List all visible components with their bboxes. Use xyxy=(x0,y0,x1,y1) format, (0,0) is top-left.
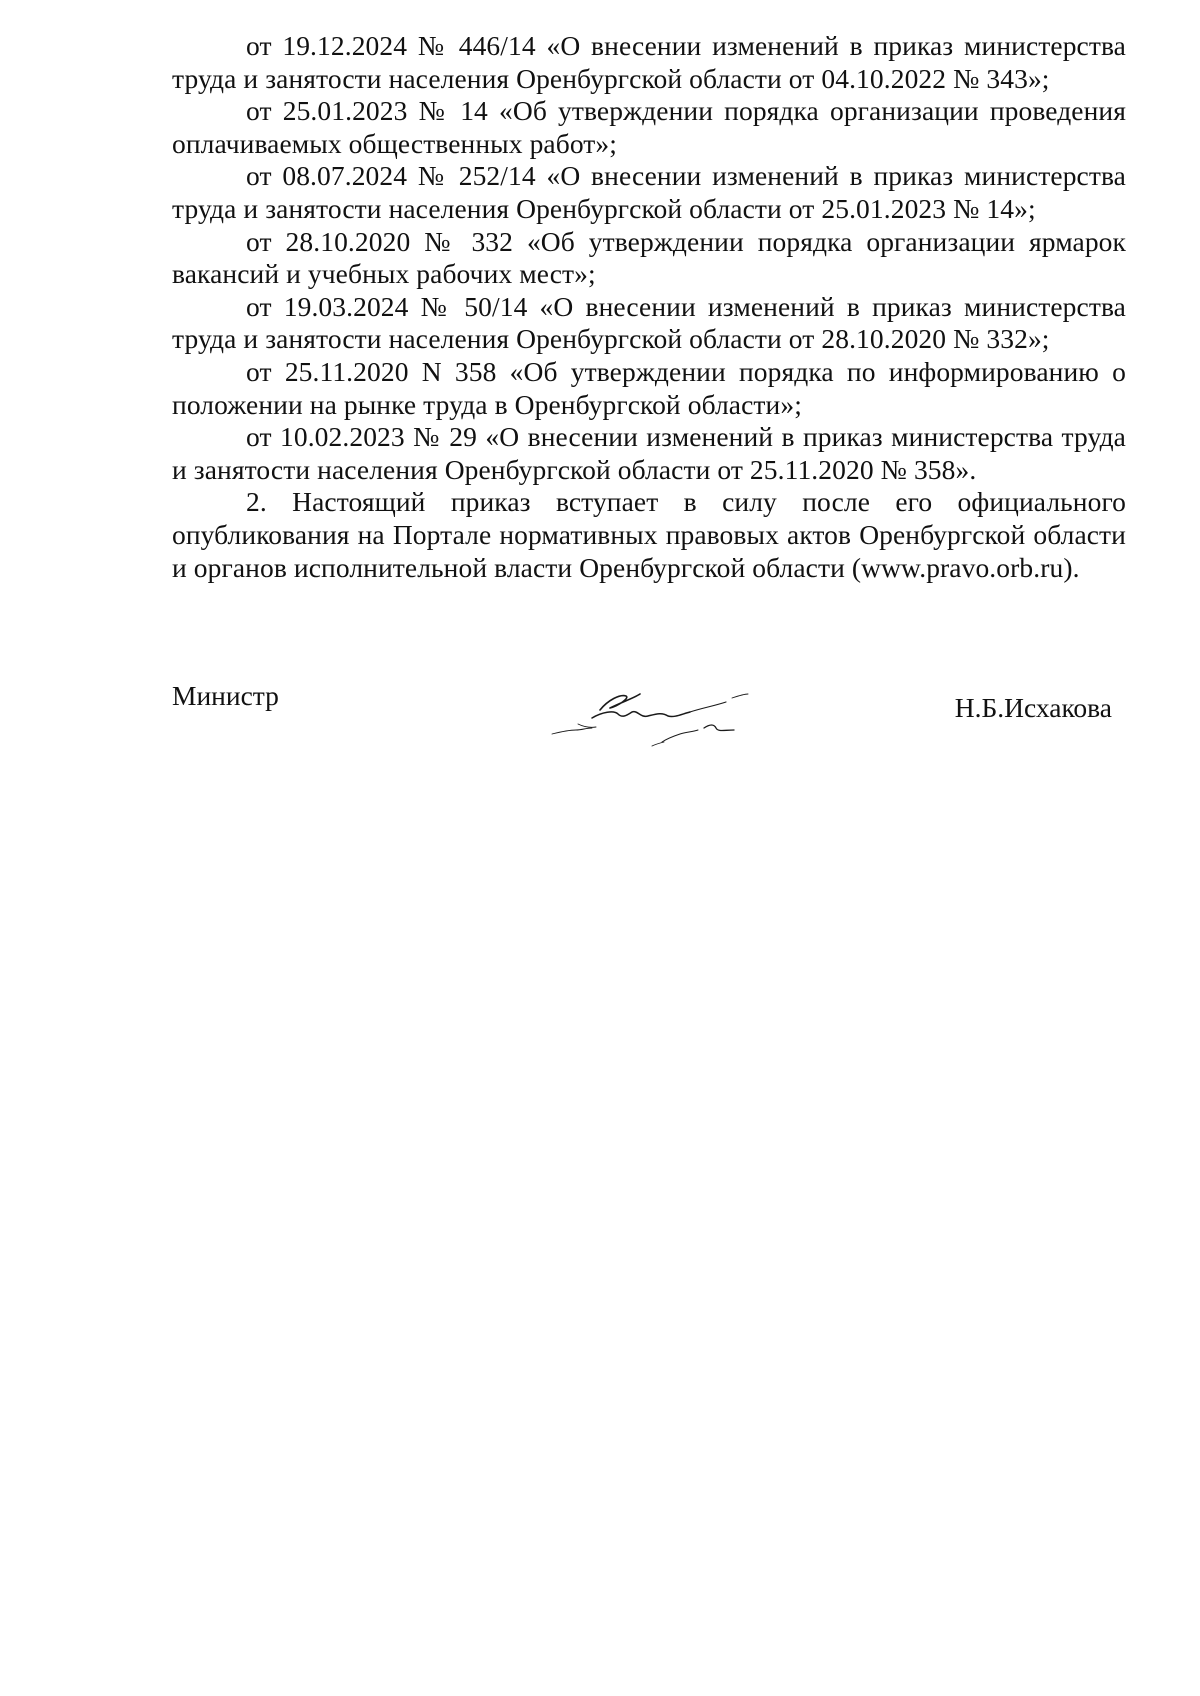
paragraph-order-14: от 25.01.2023 № 14 «Об утверждении порядка организации проведения оплачиваемых общественных работ»; xyxy=(172,95,1126,159)
paragraph-order-332: от 28.10.2020 № 332 «Об утверждении порядка организации ярмарок вакансий и учебных рабочих мест»; xyxy=(172,225,1126,290)
signature-block xyxy=(172,680,1126,790)
paragraph-order-50-14: от 19.03.2024 № 50/14 «О внесении изменений в приказ министерства труда и занятости населения Оренбургской области от 28.10.2020 № 332»; xyxy=(172,290,1126,355)
paragraph-order-29: от 10.02.2023 № 29 «О внесении изменений в приказ министерства труда и занятости населения Оренбургской области от 25.11.2020 № 358». xyxy=(172,421,1126,485)
paragraph-order-358: от 25.11.2020 N 358 «Об утверждении порядка по информированию о положении на рынке труда в Оренбургской области»; xyxy=(172,355,1126,420)
document-body xyxy=(172,30,1126,584)
paragraph-effective-date: 2. Настоящий приказ вступает в силу после его официального опубликования на Портале нормативных правовых актов Оренбургской области и органов исполнительной власти Оренбургской области (www.pravo.orb.ru). xyxy=(172,486,1126,583)
handwritten-signature xyxy=(522,672,782,772)
signatory-name: Н.Б.Исхакова xyxy=(954,692,1112,723)
paragraph-order-446-14: от 19.12.2024 № 446/14 «О внесении изменений в приказ министерства труда и занятости населения Оренбургской области от 04.10.2022 № 343»; xyxy=(172,30,1126,94)
paragraph-order-252-14: от 08.07.2024 № 252/14 «О внесении изменений в приказ министерства труда и занятости населения Оренбургской области от 25.01.2023 № 14»; xyxy=(172,160,1126,224)
signatory-position: Министр xyxy=(172,680,279,711)
